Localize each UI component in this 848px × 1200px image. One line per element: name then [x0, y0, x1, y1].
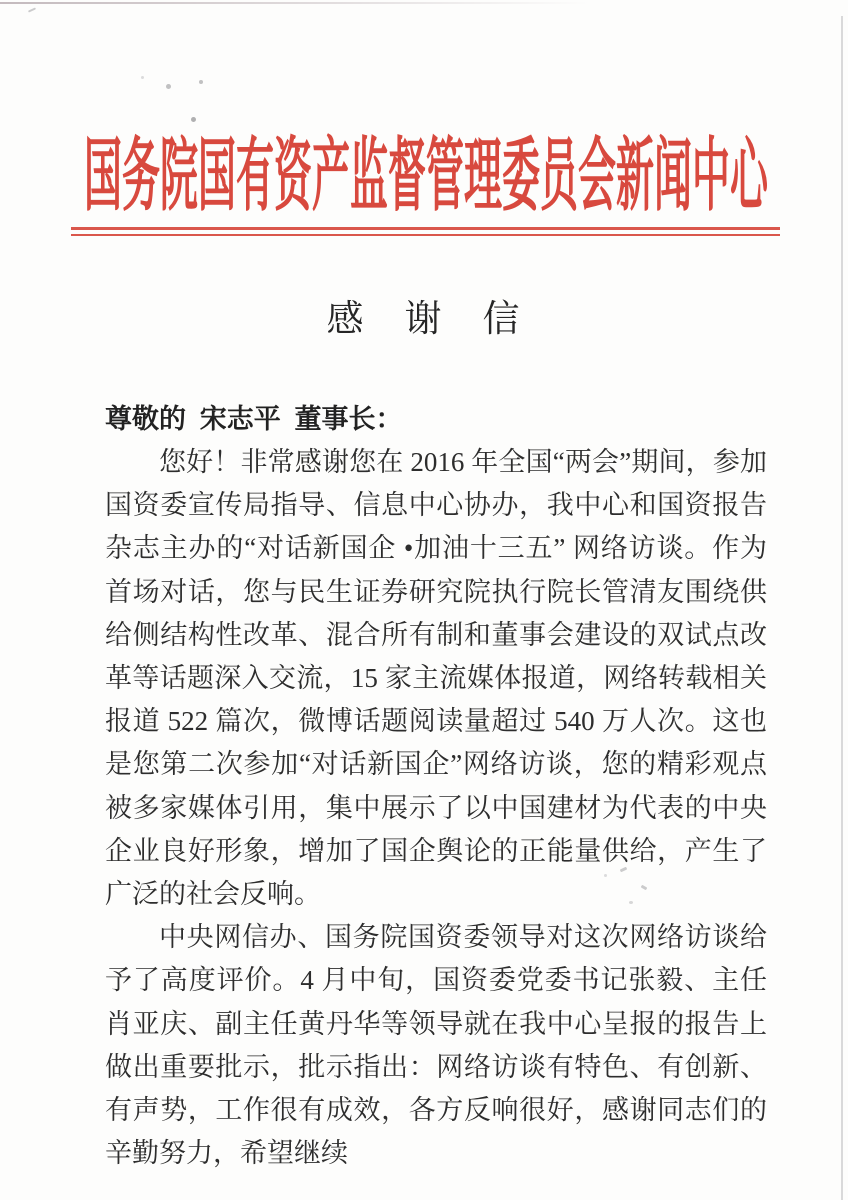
letter-body: [105, 441, 767, 1175]
letterhead: [84, 131, 774, 226]
letter-paragraph: 您好！非常感谢您在 2016 年全国“两会”期间，参加国资委宣传局指导、信息中心协办，我中心和国资报告杂志主办的“对话新国企 •加油十三五” 网络访谈。作为首场对话，您与民生证券研究院执行院长管清友围绕供给侧结构性改革、混合所有制和董事会建设的双试点改革等话题深入交流，15 家主流媒体报道，网络转载相关报道 522 篇次，微博话题阅读量超过 540 万人次。这也是您第二次参加“对话新国企”网络访谈，您的精彩观点被多家媒体引用，集中展示了以中国建材为代表的中央企业良好形象，增加了国企舆论的正能量供给，产生了广泛的社会反响。: [105, 447, 767, 910]
scan-speck: [141, 76, 144, 79]
scan-speck: [166, 84, 171, 89]
letter-paragraph: 中央网信办、国务院国资委领导对这次网络访谈给予了高度评价。4 月中旬，国资委党委书记张毅、主任肖亚庆、副主任黄丹华等领导就在我中心呈报的报告上做出重要批示，批示指出：网络访谈有特色、有创新、有声势，工作很有成效，各方反响很好，感谢同志们的辛勤努力，希望继续: [105, 922, 767, 1169]
scan-top-line-artifact: [0, 2, 620, 4]
salutation: 尊敬的 宋志平 董事长：: [105, 404, 403, 434]
scan-speck: [191, 117, 196, 122]
letterhead-org-name: 国务院国有资产监督管理委员会新闻中心: [84, 133, 768, 221]
scan-speck: [199, 80, 203, 84]
scan-speck: [28, 7, 36, 12]
scan-right-edge-artifact: [841, 16, 843, 1200]
letterhead-double-rule: [71, 227, 780, 236]
letter-title: 感 谢 信: [326, 299, 522, 340]
